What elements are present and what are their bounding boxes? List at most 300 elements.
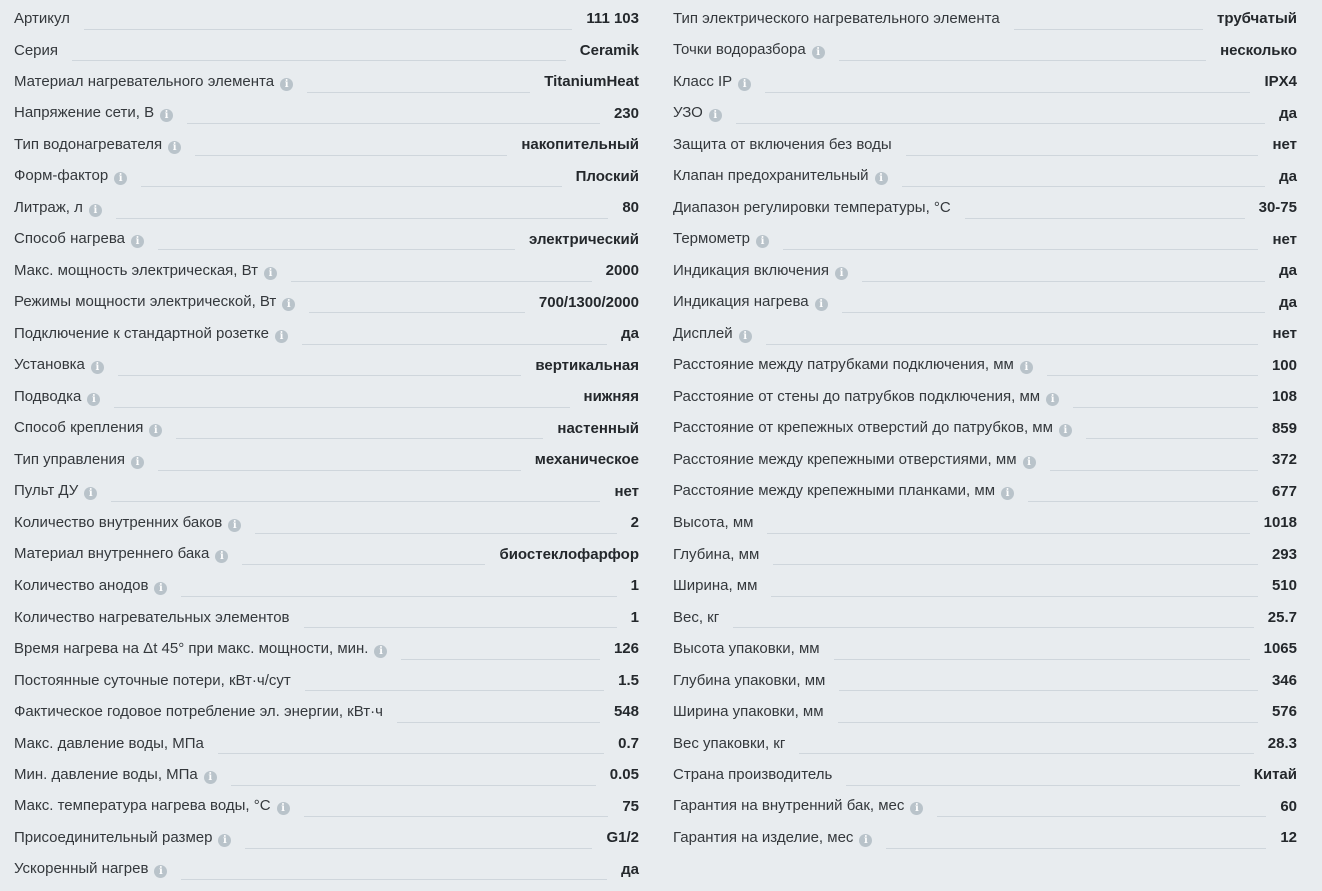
specs-column-right xyxy=(673,3,1297,854)
spec-label-text: Гарантия на изделие, мес xyxy=(673,828,854,846)
spec-label-text: Точки водоразбора xyxy=(673,41,806,59)
leader-line xyxy=(158,470,521,471)
spec-row xyxy=(673,822,1297,854)
spec-label xyxy=(673,104,722,122)
spec-row xyxy=(14,3,639,35)
spec-label-text: Расстояние от стены до патрубков подключения, мм xyxy=(673,387,1041,405)
spec-row xyxy=(673,192,1297,224)
spec-value: электрический xyxy=(529,230,639,248)
leader-line xyxy=(1086,438,1258,439)
spec-row xyxy=(14,507,639,539)
leader-line xyxy=(255,533,616,534)
spec-label-text: УЗО xyxy=(673,104,703,122)
spec-label xyxy=(673,577,757,594)
leader-line xyxy=(799,753,1253,754)
spec-label xyxy=(14,860,167,878)
spec-label xyxy=(14,10,70,27)
leader-line xyxy=(1073,407,1258,408)
spec-label-text: Материал нагревательного элемента xyxy=(14,72,275,90)
info-icon[interactable]: i xyxy=(204,771,217,784)
spec-row xyxy=(14,192,639,224)
leader-line xyxy=(304,816,609,817)
spec-value: 25.7 xyxy=(1267,608,1297,626)
info-icon[interactable]: i xyxy=(84,487,97,500)
spec-value: 859 xyxy=(1271,419,1297,437)
spec-row xyxy=(14,696,639,728)
leader-line xyxy=(218,753,604,754)
leader-line xyxy=(1047,375,1258,376)
spec-value: нет xyxy=(614,482,639,500)
spec-row xyxy=(14,350,639,382)
spec-value: 346 xyxy=(1271,671,1297,689)
spec-label xyxy=(673,640,820,657)
spec-label xyxy=(673,293,828,311)
spec-label-text: Высота, мм xyxy=(673,514,754,532)
spec-label xyxy=(673,73,751,91)
spec-label-text: Количество внутренних баков xyxy=(14,513,223,531)
spec-value: 2000 xyxy=(605,262,639,280)
spec-label-text: Способ нагрева xyxy=(14,230,125,248)
spec-row xyxy=(673,129,1297,161)
spec-row xyxy=(14,98,639,130)
spec-label-text: Глубина, мм xyxy=(673,545,760,563)
info-icon[interactable]: i xyxy=(168,141,181,154)
spec-label-text: Высота упаковки, мм xyxy=(673,640,820,658)
spec-value: 293 xyxy=(1271,545,1297,563)
spec-value: нет xyxy=(1272,230,1297,248)
spec-value: 576 xyxy=(1271,703,1297,721)
spec-label xyxy=(14,735,204,752)
spec-label xyxy=(673,797,923,815)
spec-label-text: Расстояние между патрубками подключения, мм xyxy=(673,356,1014,374)
leader-line xyxy=(1028,501,1258,502)
info-icon[interactable]: i xyxy=(738,78,751,91)
spec-row xyxy=(14,476,639,508)
info-icon[interactable]: i xyxy=(160,109,173,122)
spec-row xyxy=(673,35,1297,67)
spec-value: настенный xyxy=(557,419,639,437)
spec-row xyxy=(14,161,639,193)
spec-label-text: Литраж, л xyxy=(14,198,83,216)
spec-value: да xyxy=(1279,167,1297,185)
info-icon[interactable]: i xyxy=(280,78,293,91)
leader-line xyxy=(118,375,521,376)
spec-label xyxy=(673,451,1036,469)
spec-row xyxy=(14,633,639,665)
leader-line xyxy=(305,690,604,691)
spec-value: 677 xyxy=(1271,482,1297,500)
spec-label xyxy=(14,797,290,815)
spec-label xyxy=(673,136,892,153)
spec-row xyxy=(673,633,1297,665)
spec-value: 30-75 xyxy=(1258,199,1297,217)
spec-row xyxy=(14,413,639,445)
spec-label xyxy=(14,73,293,91)
spec-row xyxy=(14,255,639,287)
spec-row xyxy=(14,791,639,823)
spec-label-text: Присоединительный размер xyxy=(14,828,213,846)
leader-line xyxy=(965,218,1245,219)
info-icon[interactable]: i xyxy=(1046,393,1059,406)
info-icon[interactable]: i xyxy=(875,172,888,185)
spec-row xyxy=(673,696,1297,728)
spec-row xyxy=(673,791,1297,823)
spec-value: 1065 xyxy=(1263,640,1297,658)
leader-line xyxy=(114,407,569,408)
leader-line xyxy=(307,92,530,93)
info-icon[interactable]: i xyxy=(1023,456,1036,469)
spec-value: 60 xyxy=(1280,797,1297,815)
spec-row xyxy=(673,507,1297,539)
spec-row xyxy=(673,161,1297,193)
spec-row xyxy=(14,602,639,634)
info-icon[interactable]: i xyxy=(374,645,387,658)
spec-label xyxy=(673,230,769,248)
spec-row xyxy=(14,224,639,256)
spec-value: IPX4 xyxy=(1264,73,1297,91)
info-icon[interactable]: i xyxy=(131,456,144,469)
spec-value: TitaniumHeat xyxy=(544,73,639,91)
leader-line xyxy=(846,785,1239,786)
spec-label-text: Тип электрического нагревательного элемента xyxy=(673,10,1000,28)
spec-label xyxy=(14,451,144,469)
spec-label xyxy=(14,766,217,784)
spec-value: Плоский xyxy=(575,167,639,185)
info-icon[interactable]: i xyxy=(154,865,167,878)
spec-row xyxy=(673,444,1297,476)
leader-line xyxy=(839,690,1258,691)
spec-value: 100 xyxy=(1271,356,1297,374)
info-icon[interactable]: i xyxy=(264,267,277,280)
spec-label xyxy=(14,230,144,248)
spec-label xyxy=(673,419,1072,437)
spec-label-text: Расстояние между крепежными отверстиями, мм xyxy=(673,450,1017,468)
spec-row xyxy=(14,570,639,602)
leader-line xyxy=(291,281,592,282)
spec-label xyxy=(673,10,1000,27)
spec-value: нет xyxy=(1272,325,1297,343)
spec-row xyxy=(673,287,1297,319)
leader-line xyxy=(1050,470,1258,471)
info-icon[interactable]: i xyxy=(87,393,100,406)
spec-label xyxy=(14,136,181,154)
spec-row xyxy=(673,728,1297,760)
leader-line xyxy=(834,659,1250,660)
spec-label xyxy=(14,388,100,406)
spec-row xyxy=(14,822,639,854)
spec-row xyxy=(673,224,1297,256)
spec-label-text: Установка xyxy=(14,356,85,374)
info-icon[interactable]: i xyxy=(835,267,848,280)
spec-value: 0.05 xyxy=(609,766,639,784)
spec-label-text: Дисплей xyxy=(673,324,733,342)
info-icon[interactable]: i xyxy=(277,802,290,815)
spec-row xyxy=(14,728,639,760)
spec-row xyxy=(673,3,1297,35)
spec-row xyxy=(673,570,1297,602)
spec-label-text: Способ крепления xyxy=(14,419,144,437)
info-icon[interactable]: i xyxy=(149,424,162,437)
spec-label xyxy=(673,199,951,216)
info-icon[interactable]: i xyxy=(1020,361,1033,374)
spec-label-text: Постоянные суточные потери, кВт·ч/сут xyxy=(14,671,291,689)
leader-line xyxy=(838,722,1258,723)
info-icon[interactable]: i xyxy=(739,330,752,343)
spec-value: 1 xyxy=(630,608,639,626)
spec-row xyxy=(14,854,639,886)
spec-row xyxy=(673,665,1297,697)
spec-value: 80 xyxy=(622,199,639,217)
spec-label-text: Защита от включения без воды xyxy=(673,136,892,154)
spec-label-text: Напряжение сети, В xyxy=(14,104,155,122)
leader-line xyxy=(773,564,1258,565)
leader-line xyxy=(116,218,608,219)
spec-label xyxy=(14,640,387,658)
spec-value: 12 xyxy=(1280,829,1297,847)
info-icon[interactable]: i xyxy=(218,834,231,847)
spec-label xyxy=(673,262,848,280)
spec-label xyxy=(673,829,872,847)
leader-line xyxy=(1014,29,1203,30)
spec-label xyxy=(14,419,162,437)
info-icon[interactable]: i xyxy=(228,519,241,532)
spec-label xyxy=(14,829,231,847)
spec-label xyxy=(14,293,295,311)
info-icon[interactable]: i xyxy=(1001,487,1014,500)
spec-value: 1018 xyxy=(1263,514,1297,532)
spec-row xyxy=(673,381,1297,413)
spec-label-text: Количество нагревательных элементов xyxy=(14,608,290,626)
leader-line xyxy=(72,60,566,61)
spec-label-text: Вес, кг xyxy=(673,608,720,626)
spec-label-text: Режимы мощности электрической, Вт xyxy=(14,293,277,311)
spec-row xyxy=(14,759,639,791)
spec-label xyxy=(14,42,58,59)
spec-value: 548 xyxy=(613,703,639,721)
spec-value: да xyxy=(1279,293,1297,311)
leader-line xyxy=(111,501,600,502)
leader-line xyxy=(783,249,1258,250)
spec-label xyxy=(14,514,241,532)
leader-line xyxy=(231,785,596,786)
spec-label-text: Индикация нагрева xyxy=(673,293,809,311)
spec-row xyxy=(673,476,1297,508)
spec-label xyxy=(673,514,753,531)
spec-value: да xyxy=(1279,104,1297,122)
info-icon[interactable]: i xyxy=(282,298,295,311)
spec-label xyxy=(673,356,1033,374)
spec-label-text: Тип водонагревателя xyxy=(14,135,163,153)
spec-row xyxy=(673,318,1297,350)
spec-row xyxy=(14,665,639,697)
spec-label-text: Пульт ДУ xyxy=(14,482,79,500)
spec-label-text: Форм-фактор xyxy=(14,167,109,185)
spec-label-text: Расстояние от крепежных отверстий до патрубков, мм xyxy=(673,419,1053,437)
spec-label xyxy=(673,672,825,689)
spec-label-text: Подключение к стандартной розетке xyxy=(14,324,269,342)
spec-value: 0.7 xyxy=(618,734,639,752)
spec-label xyxy=(14,703,383,720)
leader-line xyxy=(304,627,617,628)
info-icon[interactable]: i xyxy=(215,550,228,563)
spec-value: Китай xyxy=(1253,766,1297,784)
spec-label xyxy=(14,672,291,689)
spec-label-text: Клапан предохранительный xyxy=(673,167,869,185)
spec-label-text: Тип управления xyxy=(14,450,125,468)
spec-label xyxy=(14,104,173,122)
spec-row xyxy=(673,255,1297,287)
leader-line xyxy=(397,722,600,723)
spec-label-text: Индикация включения xyxy=(673,261,830,279)
specs-column-left xyxy=(14,3,639,885)
spec-label-text: Макс. температура нагрева воды, °С xyxy=(14,797,271,815)
leader-line xyxy=(766,344,1259,345)
leader-line xyxy=(937,816,1266,817)
spec-value: да xyxy=(1279,262,1297,280)
spec-label xyxy=(14,577,167,595)
info-icon[interactable]: i xyxy=(1059,424,1072,437)
spec-value: 1 xyxy=(630,577,639,595)
spec-row xyxy=(14,381,639,413)
info-icon[interactable]: i xyxy=(131,235,144,248)
spec-label xyxy=(14,262,277,280)
spec-value: Ceramik xyxy=(579,41,639,59)
spec-value: 1.5 xyxy=(618,671,639,689)
leader-line xyxy=(839,60,1206,61)
spec-label-text: Артикул xyxy=(14,10,70,28)
spec-label-text: Диапазон регулировки температуры, °С xyxy=(673,199,951,217)
spec-label-text: Вес упаковки, кг xyxy=(673,734,786,752)
spec-value: нет xyxy=(1272,136,1297,154)
spec-label-text: Страна производитель xyxy=(673,766,833,784)
spec-value: 111 103 xyxy=(586,10,639,28)
spec-label-text: Количество анодов xyxy=(14,576,149,594)
leader-line xyxy=(733,627,1254,628)
leader-line xyxy=(158,249,515,250)
info-icon[interactable]: i xyxy=(275,330,288,343)
spec-row xyxy=(14,539,639,571)
spec-label xyxy=(14,356,104,374)
spec-label-text: Время нагрева на Δt 45° при макс. мощности, мин. xyxy=(14,639,369,657)
spec-label xyxy=(673,482,1014,500)
spec-label xyxy=(14,545,228,563)
leader-line xyxy=(765,92,1250,93)
spec-label xyxy=(14,325,288,343)
spec-value: нижняя xyxy=(583,388,639,406)
spec-value: да xyxy=(621,860,639,878)
leader-line xyxy=(245,848,592,849)
spec-row xyxy=(14,129,639,161)
spec-row xyxy=(14,318,639,350)
leader-line xyxy=(771,596,1258,597)
leader-line xyxy=(906,155,1259,156)
info-icon[interactable]: i xyxy=(91,361,104,374)
spec-value: накопительный xyxy=(521,136,639,154)
spec-row xyxy=(14,35,639,67)
spec-label xyxy=(673,41,825,59)
leader-line xyxy=(195,155,507,156)
spec-value: 372 xyxy=(1271,451,1297,469)
spec-value: вертикальная xyxy=(535,356,639,374)
spec-label xyxy=(673,546,759,563)
leader-line xyxy=(902,186,1266,187)
spec-row xyxy=(673,413,1297,445)
leader-line xyxy=(242,564,485,565)
spec-row xyxy=(14,66,639,98)
info-icon[interactable]: i xyxy=(154,582,167,595)
leader-line xyxy=(886,848,1266,849)
spec-row xyxy=(14,287,639,319)
spec-label-text: Мин. давление воды, МПа xyxy=(14,765,198,783)
spec-label-text: Подводка xyxy=(14,387,82,405)
leader-line xyxy=(84,29,573,30)
spec-value: 230 xyxy=(613,104,639,122)
spec-label-text: Серия xyxy=(14,41,59,59)
spec-row xyxy=(673,350,1297,382)
spec-label xyxy=(673,388,1059,406)
info-icon[interactable]: i xyxy=(812,46,825,59)
spec-label-text: Фактическое годовое потребление эл. энергии, кВт·ч xyxy=(14,703,383,721)
spec-value: да xyxy=(621,325,639,343)
spec-row xyxy=(673,539,1297,571)
info-icon[interactable]: i xyxy=(114,172,127,185)
spec-label xyxy=(673,167,888,185)
leader-line xyxy=(302,344,607,345)
info-icon[interactable]: i xyxy=(89,204,102,217)
info-icon[interactable]: i xyxy=(815,298,828,311)
spec-value: G1/2 xyxy=(606,829,639,847)
spec-label xyxy=(14,167,127,185)
spec-label-text: Термометр xyxy=(673,230,751,248)
info-icon[interactable]: i xyxy=(859,834,872,847)
leader-line xyxy=(736,123,1265,124)
info-icon[interactable]: i xyxy=(756,235,769,248)
spec-label-text: Ускоренный нагрев xyxy=(14,860,149,878)
spec-label xyxy=(14,482,97,500)
spec-value: 2 xyxy=(630,514,639,532)
spec-value: 510 xyxy=(1271,577,1297,595)
spec-value: 75 xyxy=(622,797,639,815)
spec-row xyxy=(673,98,1297,130)
spec-value: 108 xyxy=(1271,388,1297,406)
spec-label-text: Глубина упаковки, мм xyxy=(673,671,826,689)
spec-label xyxy=(673,766,832,783)
spec-value: биостеклофарфор xyxy=(499,545,639,563)
spec-value: несколько xyxy=(1220,41,1297,59)
spec-label-text: Ширина упаковки, мм xyxy=(673,703,824,721)
spec-label-text: Расстояние между крепежными планками, мм xyxy=(673,482,996,500)
spec-value: 28.3 xyxy=(1267,734,1297,752)
spec-label xyxy=(673,609,719,626)
spec-label xyxy=(673,325,752,343)
spec-label xyxy=(673,703,824,720)
info-icon[interactable]: i xyxy=(910,802,923,815)
spec-value: механическое xyxy=(534,451,639,469)
leader-line xyxy=(401,659,600,660)
leader-line xyxy=(181,596,616,597)
spec-label xyxy=(673,735,785,752)
leader-line xyxy=(176,438,543,439)
spec-label-text: Класс IP xyxy=(673,72,733,90)
leader-line xyxy=(309,312,525,313)
leader-line xyxy=(141,186,561,187)
spec-label-text: Макс. мощность электрическая, Вт xyxy=(14,261,259,279)
leader-line xyxy=(187,123,600,124)
info-icon[interactable]: i xyxy=(709,109,722,122)
spec-label-text: Материал внутреннего бака xyxy=(14,545,210,563)
spec-value: трубчатый xyxy=(1217,10,1297,28)
leader-line xyxy=(181,879,607,880)
